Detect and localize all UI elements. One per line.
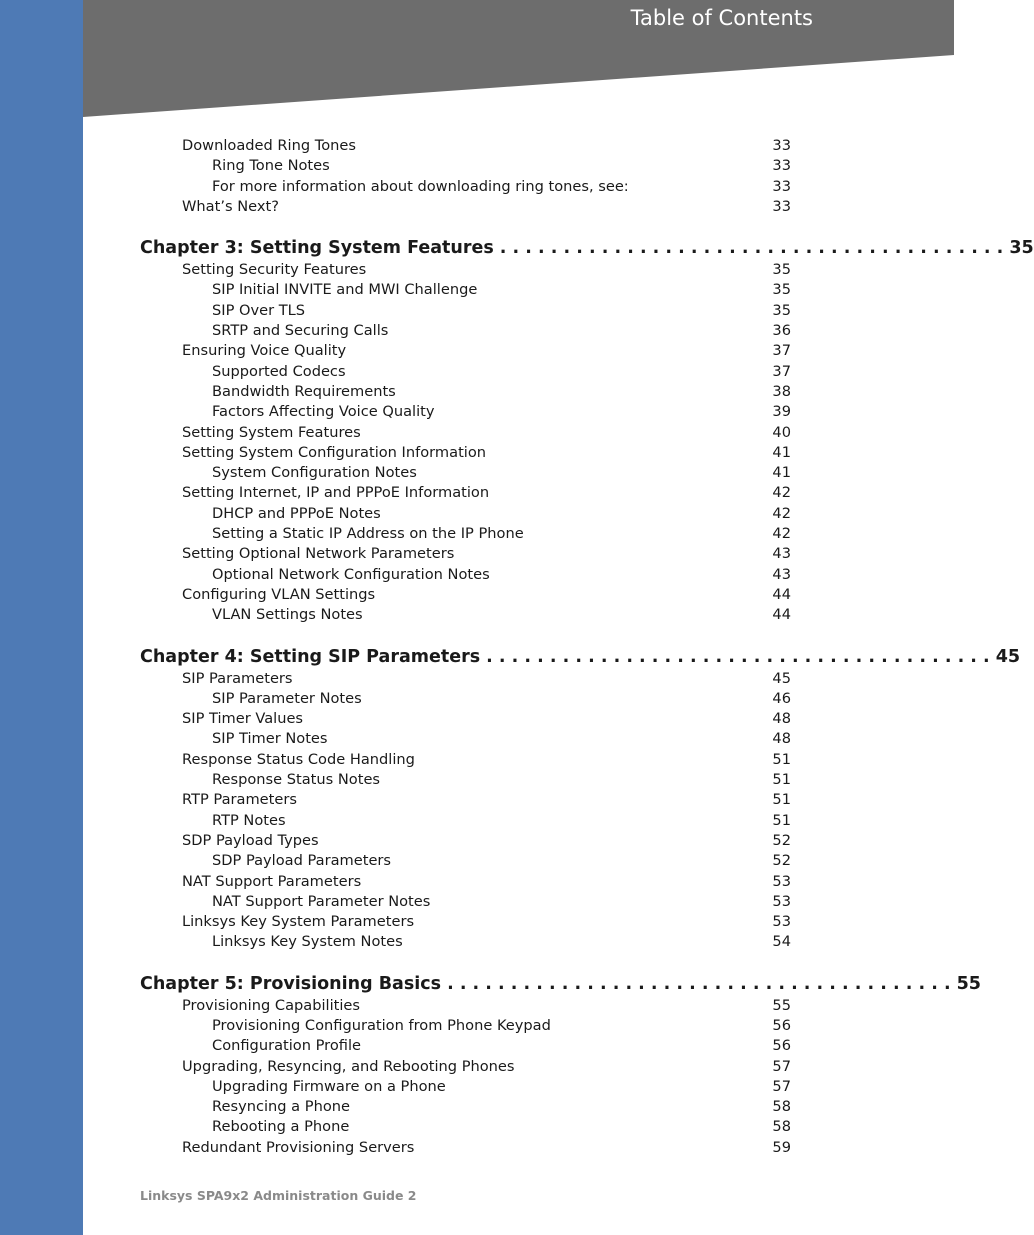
entry-title: SIP Parameters xyxy=(182,669,293,687)
entry-page-number: 41 xyxy=(772,443,791,461)
entry-page-number: 41 xyxy=(772,464,791,482)
entry-page-number: 54 xyxy=(772,933,791,951)
entry-page-number: 53 xyxy=(772,913,791,931)
toc-entry[interactable] xyxy=(140,689,791,709)
page-title: Table of Contents xyxy=(630,6,813,30)
side-color-band xyxy=(0,0,83,1235)
entry-page-number: 33 xyxy=(772,157,791,175)
toc-entry[interactable] xyxy=(140,362,791,382)
toc-entry[interactable] xyxy=(140,770,791,790)
entry-page-number: 43 xyxy=(772,545,791,563)
table-of-contents xyxy=(140,136,1034,1158)
entry-title: Upgrading Firmware on a Phone xyxy=(212,1077,446,1095)
entry-title: Setting a Static IP Address on the IP Phone xyxy=(212,525,524,543)
toc-entry[interactable] xyxy=(140,280,791,300)
entry-page-number: 44 xyxy=(772,585,791,603)
entry-page-number: 58 xyxy=(772,1098,791,1116)
entry-title: Setting System Configuration Information xyxy=(182,443,487,461)
entry-title: SIP Initial INVITE and MWI Challenge xyxy=(212,281,478,299)
entry-title: Configuration Profile xyxy=(212,1037,361,1055)
toc-entry[interactable] xyxy=(140,709,791,729)
toc-entry[interactable] xyxy=(140,790,791,810)
entry-page-number: 48 xyxy=(772,710,791,728)
entry-page-number: 33 xyxy=(772,177,791,195)
entry-page-number: 42 xyxy=(772,504,791,522)
toc-entry[interactable] xyxy=(140,1016,791,1036)
entry-page-number: 52 xyxy=(772,852,791,870)
entry-page-number: 35 xyxy=(772,261,791,279)
toc-entry[interactable] xyxy=(140,321,791,341)
toc-entry[interactable] xyxy=(140,996,791,1016)
toc-entry[interactable] xyxy=(140,260,791,280)
entry-page-number: 51 xyxy=(772,750,791,768)
toc-entry[interactable] xyxy=(140,872,791,892)
entry-title: Redundant Provisioning Servers xyxy=(182,1138,415,1156)
entry-title: SIP Over TLS xyxy=(212,301,306,319)
toc-entry[interactable] xyxy=(140,423,791,443)
entry-page-number: 52 xyxy=(772,831,791,849)
toc-entry[interactable] xyxy=(140,544,791,564)
header-band xyxy=(83,0,954,120)
entry-page-number: 42 xyxy=(772,525,791,543)
entry-title: Provisioning Capabilities xyxy=(182,996,361,1014)
entry-title: Setting Optional Network Parameters xyxy=(182,545,455,563)
entry-title: SIP Timer Values xyxy=(182,710,304,728)
entry-title: Supported Codecs xyxy=(212,362,346,380)
entry-title: Ring Tone Notes xyxy=(212,157,330,175)
dot-leader: . . . . . . . . . . . . . . . . . . . . . . . . . . . . . . . . . . . . . . . . xyxy=(499,238,1004,259)
toc-entry[interactable] xyxy=(140,605,791,625)
toc-entry[interactable] xyxy=(140,504,791,524)
entry-title: Factors Affecting Voice Quality xyxy=(212,403,435,421)
toc-entry[interactable] xyxy=(140,669,791,689)
toc-chapter-heading[interactable] xyxy=(140,645,1021,669)
toc-entry[interactable] xyxy=(140,1057,791,1077)
toc-entry[interactable] xyxy=(140,912,791,932)
toc-entry[interactable] xyxy=(140,1077,791,1097)
toc-entry[interactable] xyxy=(140,932,791,952)
entry-page-number: 51 xyxy=(772,791,791,809)
entry-title: Rebooting a Phone xyxy=(212,1118,350,1136)
entry-page-number: 35 xyxy=(772,281,791,299)
toc-entry[interactable] xyxy=(140,1117,791,1137)
entry-page-number: 57 xyxy=(772,1057,791,1075)
toc-entry[interactable] xyxy=(140,851,791,871)
entry-page-number: 53 xyxy=(772,872,791,890)
entry-title: For more information about downloading ring tones, see: xyxy=(212,177,629,195)
entry-page-number: 55 xyxy=(772,996,791,1014)
toc-entry[interactable] xyxy=(140,463,791,483)
entry-title: Response Status Notes xyxy=(212,771,381,789)
entry-title: SDP Payload Types xyxy=(182,831,319,849)
entry-title: Linksys Key System Parameters xyxy=(182,913,415,931)
dot-leader: . . . . . . . . . . . . . . . . . . . . . . . . . . . . . . . . . . . . . . . . xyxy=(486,646,990,667)
toc-entry[interactable] xyxy=(140,301,791,321)
entry-title: Provisioning Configuration from Phone Keypad xyxy=(212,1016,551,1034)
entry-page-number: 58 xyxy=(772,1118,791,1136)
entry-page-number: 45 xyxy=(772,669,791,687)
entry-title: Downloaded Ring Tones xyxy=(182,137,356,154)
entry-title: NAT Support Parameters xyxy=(182,872,362,890)
chapter-page-number: 35 xyxy=(1009,238,1034,259)
entry-page-number: 56 xyxy=(772,1016,791,1034)
entry-page-number: 56 xyxy=(772,1037,791,1055)
entry-title: SIP Timer Notes xyxy=(212,730,328,748)
toc-entry[interactable] xyxy=(140,811,791,831)
entry-title: RTP Notes xyxy=(212,811,286,829)
chapter-page-number: 55 xyxy=(956,973,981,994)
entry-page-number: 59 xyxy=(772,1138,791,1156)
entry-page-number: 37 xyxy=(772,362,791,380)
toc-entry[interactable] xyxy=(140,892,791,912)
entry-title: What’s Next? xyxy=(182,197,279,215)
entry-page-number: 35 xyxy=(772,301,791,319)
entry-title: NAT Support Parameter Notes xyxy=(212,892,431,910)
entry-page-number: 53 xyxy=(772,892,791,910)
entry-title: Setting Security Features xyxy=(182,261,367,279)
entry-page-number: 48 xyxy=(772,730,791,748)
toc-entry[interactable] xyxy=(140,382,791,402)
page-footer: Linksys SPA9x2 Administration Guide 2 xyxy=(140,1188,417,1203)
toc-chapter-heading[interactable] xyxy=(140,236,1034,260)
entry-title: SIP Parameter Notes xyxy=(212,689,362,707)
chapter-title: Chapter 5: Provisioning Basics xyxy=(140,973,442,994)
entry-title: Bandwidth Requirements xyxy=(212,382,396,400)
chapter-title: Chapter 4: Setting SIP Parameters xyxy=(140,646,481,667)
entry-page-number: 38 xyxy=(772,382,791,400)
entry-page-number: 39 xyxy=(772,403,791,421)
entry-page-number: 43 xyxy=(772,565,791,583)
toc-entry[interactable] xyxy=(140,565,791,585)
dot-leader: . . . . . . . . . . . . . . . . . . . . . . . . . . . . . . . . . . . . . . . . xyxy=(447,973,951,994)
entry-page-number: 42 xyxy=(772,484,791,502)
toc-entry[interactable] xyxy=(140,524,791,544)
toc-entry[interactable] xyxy=(140,177,791,197)
entry-page-number: 40 xyxy=(772,423,791,441)
entry-title: Configuring VLAN Settings xyxy=(182,585,376,603)
toc-entry[interactable] xyxy=(140,483,791,503)
chapter-page-number: 45 xyxy=(995,646,1021,667)
entry-title: Resyncing a Phone xyxy=(212,1098,350,1116)
entry-page-number: 51 xyxy=(772,771,791,789)
entry-page-number: 44 xyxy=(772,606,791,624)
toc-entry[interactable] xyxy=(140,1097,791,1117)
entry-title: Response Status Code Handling xyxy=(182,750,415,768)
toc-entry[interactable] xyxy=(140,1138,791,1158)
entry-title: RTP Parameters xyxy=(182,791,297,809)
toc-entry[interactable] xyxy=(140,197,791,217)
entry-page-number: 51 xyxy=(772,811,791,829)
entry-title: Linksys Key System Notes xyxy=(212,933,403,951)
entry-page-number: 33 xyxy=(772,197,791,215)
entry-title: Optional Network Configuration Notes xyxy=(212,565,490,583)
toc-entry[interactable] xyxy=(140,750,791,770)
entry-title: SDP Payload Parameters xyxy=(212,852,392,870)
toc-entry[interactable] xyxy=(140,831,791,851)
entry-title: Ensuring Voice Quality xyxy=(182,342,347,360)
toc-entry[interactable] xyxy=(140,402,791,422)
entry-title: DHCP and PPPoE Notes xyxy=(212,504,381,522)
toc-entry[interactable] xyxy=(140,443,791,463)
entry-title: Setting System Features xyxy=(182,423,361,441)
toc-chapter-heading[interactable] xyxy=(140,972,981,996)
entry-page-number: 46 xyxy=(772,689,791,707)
entry-page-number: 36 xyxy=(772,322,791,340)
toc-entry[interactable] xyxy=(140,156,791,176)
toc-entry[interactable] xyxy=(140,729,791,749)
chapter-title: Chapter 3: Setting System Features xyxy=(140,238,494,259)
entry-title: System Configuration Notes xyxy=(212,464,417,482)
toc-entry[interactable] xyxy=(140,585,791,605)
entry-title: Upgrading, Resyncing, and Rebooting Phones xyxy=(182,1057,515,1075)
entry-page-number: 37 xyxy=(772,342,791,360)
entry-title: Setting Internet, IP and PPPoE Information xyxy=(182,484,490,502)
entry-title: SRTP and Securing Calls xyxy=(212,322,389,340)
entry-page-number: 57 xyxy=(772,1077,791,1095)
toc-entry[interactable] xyxy=(140,136,791,156)
entry-page-number: 33 xyxy=(772,137,791,154)
entry-title: VLAN Settings Notes xyxy=(212,606,363,624)
toc-entry[interactable] xyxy=(140,1036,791,1056)
toc-entry[interactable] xyxy=(140,341,791,361)
